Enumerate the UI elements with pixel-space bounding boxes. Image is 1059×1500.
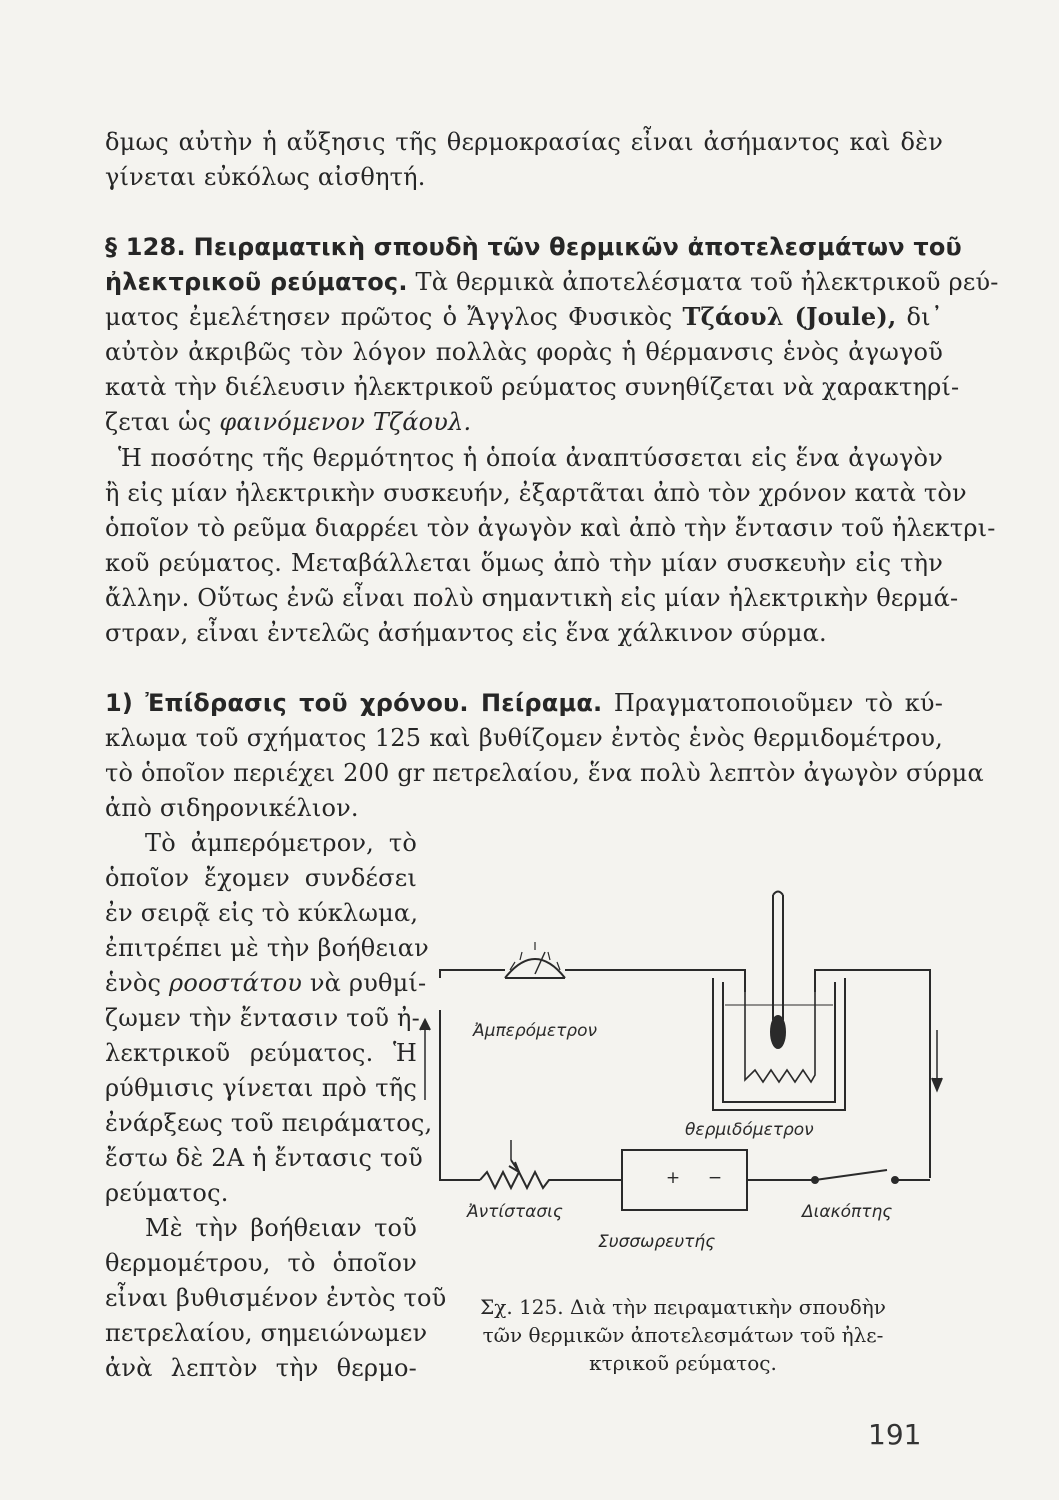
- column-line: ἔστω δὲ 2Α ἡ ἔντασις τοῦ: [105, 1144, 423, 1172]
- paragraph-line: τὸ ὁποῖον περιέχει 200 gr πετρελαίου, ἕνα πολὺ λεπτὸν ἀγωγὸν σύρμα: [105, 759, 984, 787]
- text-span: Πραγματοποιοῦμεν τὸ κύ-: [613, 689, 944, 717]
- paragraph-line: Ἡ ποσότης τῆς θερμότητος ἡ ὁποία ἀναπτύσσεται εἰς ἕνα ἀγωγὸν: [118, 444, 943, 472]
- paragraph-line: [105, 302, 943, 332]
- paragraph-line: ἀπὸ σιδηρονικέλιον.: [105, 794, 359, 822]
- wire: [565, 970, 745, 992]
- text-span: δι᾿: [906, 303, 943, 331]
- switch-lever: [815, 1170, 887, 1180]
- page-number: 191: [868, 1418, 922, 1451]
- column-line: ἐνάρξεως τοῦ πειράματος,: [105, 1109, 433, 1137]
- section-title: Πειραματικὴ σπουδὴ τῶν θερμικῶν ἀποτελεσμάτων τοῦ: [193, 233, 962, 261]
- thermometer-bulb: [771, 1016, 785, 1048]
- paragraph-line: κοῦ ρεύματος. Μεταβάλλεται ὅμως ἀπὸ τὴν μίαν συσκευὴν εἰς τὴν: [105, 549, 943, 577]
- ammeter-dial: [505, 959, 565, 978]
- column-line: ζωμεν τὴν ἔντασιν τοῦ ἠ-: [105, 1004, 420, 1032]
- subsection-line: [105, 688, 943, 718]
- resistor-zigzag: [480, 1172, 555, 1188]
- battery-plus: +: [665, 1168, 681, 1188]
- column-line: θερμομέτρου, τὸ ὁποῖον: [105, 1249, 417, 1277]
- wire: [440, 970, 505, 978]
- column-line: εἶναι βυθισμένον ἐντὸς τοῦ: [105, 1284, 447, 1312]
- intro-line: γίνεται εὐκόλως αἰσθητή.: [105, 163, 426, 191]
- term-joule-effect: φαινόμενον Τζάουλ.: [219, 408, 472, 436]
- subsection-heading: 1) Ἐπίδρασις τοῦ χρόνου. Πείραμα.: [105, 689, 603, 717]
- column-line: ρύθμισις γίνεται πρὸ τῆς: [105, 1074, 417, 1102]
- column-line: ὁποῖον ἔχομεν συνδέσει: [105, 864, 417, 892]
- arrowhead: [932, 1078, 942, 1090]
- paragraph-line: στραν, εἶναι ἐντελῶς ἀσήμαντος εἰς ἕνα χάλκινον σύρμα.: [105, 619, 827, 647]
- battery-minus: −: [707, 1168, 723, 1188]
- ammeter-needle: [535, 952, 545, 974]
- text-span: ζεται ὡς: [105, 408, 212, 436]
- resistance-label: Ἀντίστασις: [467, 1202, 563, 1222]
- column-line: πετρελαίου, σημειώνωμεν: [105, 1319, 428, 1347]
- paragraph-line: κλωμα τοῦ σχήματος 125 καὶ βυθίζομεν ἐντὸς ἑνὸς θερμιδομέτρου,: [105, 724, 943, 752]
- text-span: νὰ ρυθμί-: [309, 969, 427, 997]
- paragraph-line: ἢ εἰς μίαν ἠλεκτρικὴν συσκευήν, ἐξαρτᾶται ἀπὸ τὸν χρόνον κατὰ τὸν: [105, 479, 967, 507]
- paragraph-line: [105, 407, 943, 437]
- text-span: ἑνὸς: [105, 969, 162, 997]
- section-title-cont: ἠλεκτρικοῦ ρεύματος.: [105, 268, 408, 296]
- column-line: Μὲ τὴν βοήθειαν τοῦ: [145, 1214, 417, 1242]
- paragraph-line: ὁποῖον τὸ ρεῦμα διαρρέει τὸν ἀγωγὸν καὶ ἀπὸ τὴν ἔντασιν τοῦ ἠλεκτρι-: [105, 514, 996, 542]
- column-line: ρεύματος.: [105, 1179, 229, 1207]
- paragraph-line: κατὰ τὴν διέλευσιν ἠλεκτρικοῦ ρεύματος συνηθίζεται νὰ χαρακτηρί-: [105, 373, 960, 401]
- circuit-diagram: [425, 870, 985, 1222]
- column-line: λεκτρικοῦ ρεύματος. Ἡ: [105, 1039, 417, 1067]
- physicist-name: Τζάουλ (Joule),: [682, 302, 897, 331]
- rheostat-slider: [509, 1160, 519, 1172]
- column-line: ἐν σειρᾷ εἰς τὸ κύκλωμα,: [105, 899, 419, 927]
- column-line: ἐπιτρέπει μὲ τὴν βοήθειαν: [105, 934, 429, 962]
- term-rheostat: ροοστάτου: [169, 969, 303, 997]
- paragraph-line: ἄλλην. Οὕτως ἐνῶ εἶναι πολὺ σημαντικὴ εἰς μίαν ἠλεκτρικὴν θερμά-: [105, 584, 959, 612]
- calorimeter-label: θερμιδόμετρον: [685, 1120, 814, 1140]
- ammeter-label: Ἀμπερόμετρον: [473, 1021, 597, 1041]
- figure-caption-line: τῶν θερμικῶν ἀποτελεσμάτων τοῦ ἠλε-: [482, 1323, 884, 1347]
- section-heading-line: [105, 232, 962, 262]
- switch-contact: [892, 1177, 898, 1183]
- paragraph-line: αὐτὸν ἀκριβῶς τὸν λόγον πολλὰς φορὰς ἡ θέρμανσις ἑνὸς ἀγωγοῦ: [105, 338, 943, 366]
- text-span: ματος ἐμελέτησεν πρῶτος ὁ Ἄγγλος Φυσικὸς: [105, 303, 673, 331]
- intro-line: δμως αὐτὴν ἡ αὔξησις τῆς θερμοκρασίας εἶναι ἀσήμαντος καὶ δὲν: [105, 128, 943, 156]
- wire: [815, 970, 930, 1178]
- column-line: ἀνὰ λεπτὸν τὴν θερμο-: [105, 1354, 417, 1382]
- switch-label: Διακόπτης: [802, 1202, 893, 1222]
- figure-caption-line: Σχ. 125. Διὰ τὴν πειραματικὴν σπουδὴν: [480, 1295, 886, 1319]
- arrowhead: [420, 1020, 430, 1030]
- figure-caption-line: κτρικοῦ ρεύματος.: [589, 1351, 777, 1375]
- battery-label: Συσσωρευτής: [598, 1232, 716, 1252]
- text-span: Τὰ θερμικὰ ἀποτελέσματα τοῦ ἠλεκτρικοῦ ρεύ-: [415, 268, 999, 296]
- column-line: [105, 968, 427, 998]
- paragraph-line: [105, 267, 999, 297]
- section-number: § 128.: [105, 233, 186, 261]
- thermometer-tube: [773, 895, 783, 1020]
- thermometer-top: [773, 892, 783, 896]
- battery-box: [622, 1150, 747, 1210]
- column-line: Τὸ ἀμπερόμετρον, τὸ: [145, 829, 417, 857]
